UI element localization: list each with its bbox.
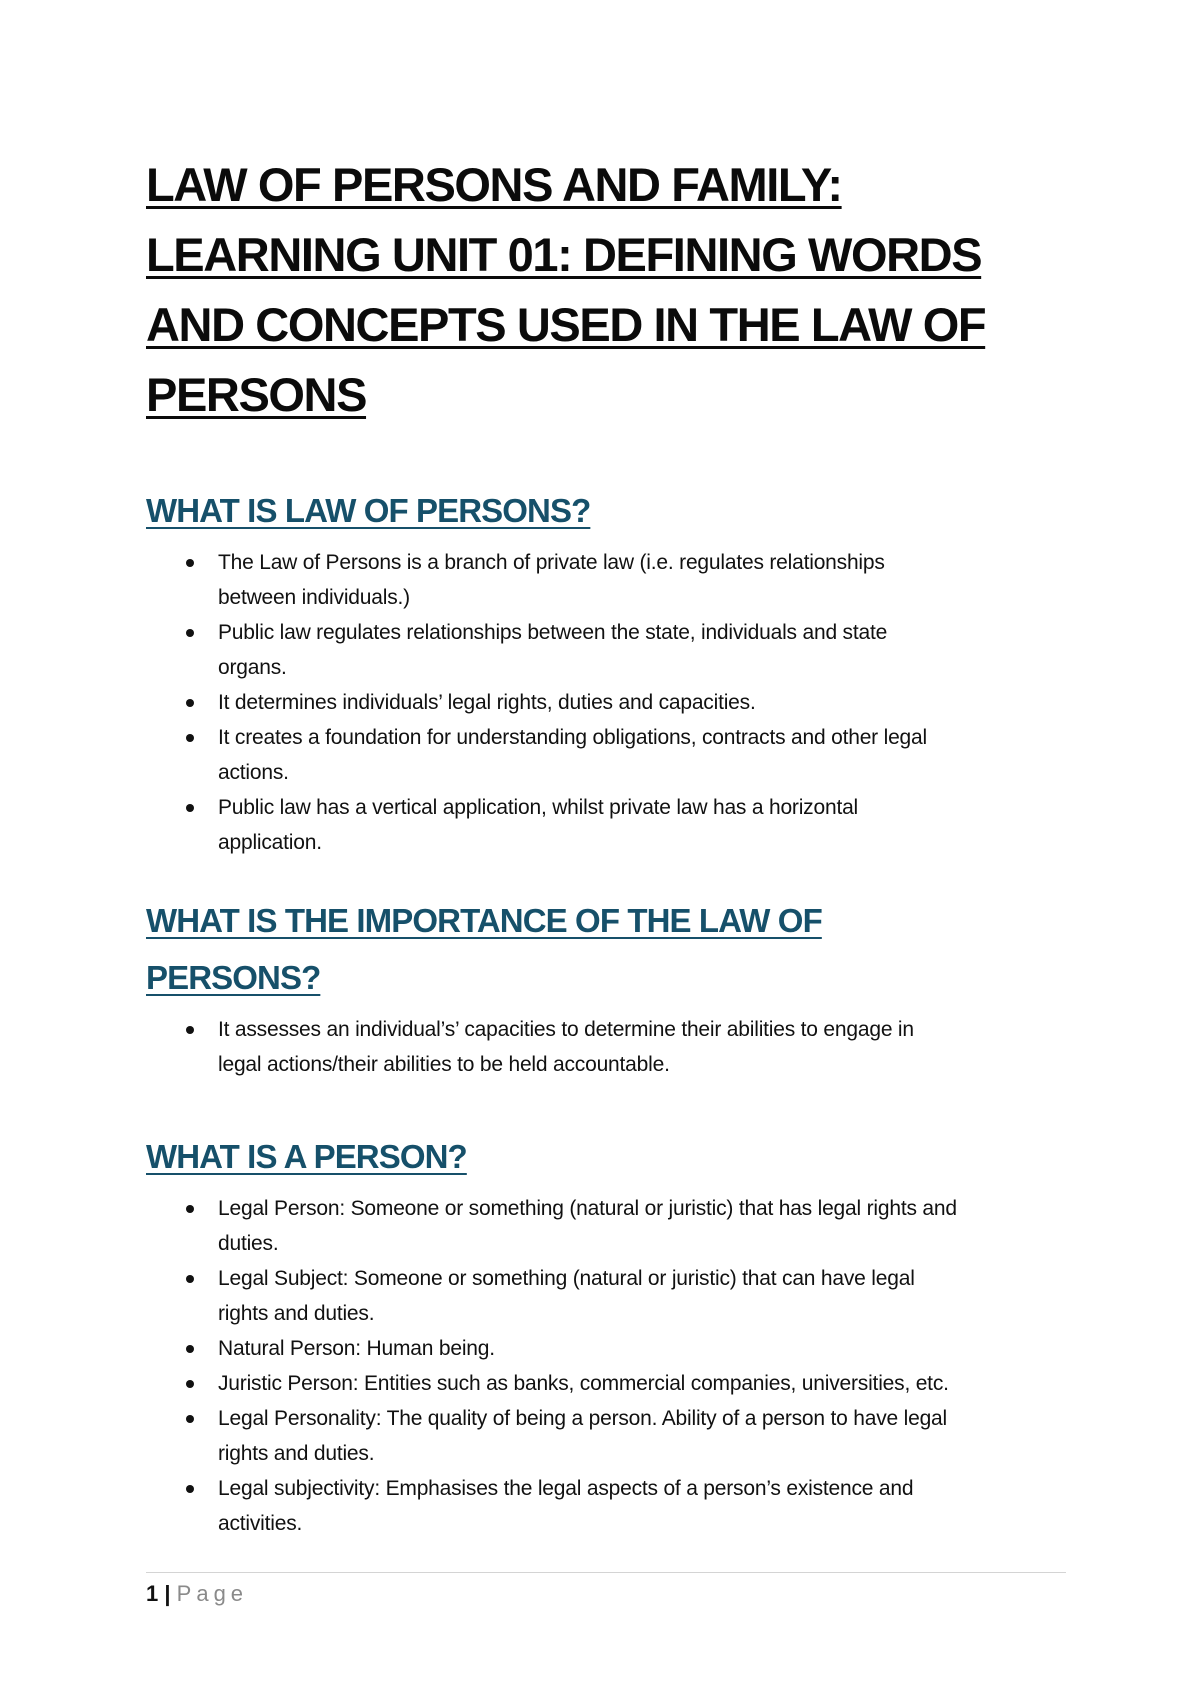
- list-item-text: legal actions/their abilities to be held accountable.: [218, 1053, 670, 1076]
- section-heading-line: WHAT IS THE IMPORTANCE OF THE LAW OF: [146, 902, 822, 939]
- bullet-icon: [186, 734, 194, 742]
- document-title: [146, 150, 1066, 430]
- list-item-text: rights and duties.: [218, 1442, 375, 1465]
- bullet-icon: [186, 699, 194, 707]
- page-label: Page: [176, 1581, 249, 1606]
- list-item-text: Public law regulates relationships between the state, individuals and state: [218, 621, 888, 644]
- list-item-text: actions.: [218, 761, 289, 784]
- list-item-text: between individuals.): [218, 586, 410, 609]
- list-item-text: It creates a foundation for understanding obligations, contracts and other legal: [218, 726, 927, 749]
- list-item: [146, 790, 1066, 860]
- list-item-text: It determines individuals’ legal rights, duties and capacities.: [218, 691, 756, 714]
- list-item: [146, 1261, 1066, 1331]
- bullet-icon: [186, 1205, 194, 1213]
- page-content: [146, 150, 1066, 1541]
- title-line: LAW OF PERSONS AND FAMILY:: [146, 158, 842, 211]
- title-line: AND CONCEPTS USED IN THE LAW OF: [146, 298, 986, 351]
- bullet-icon: [186, 1415, 194, 1423]
- list-item-text: application.: [218, 831, 322, 854]
- list-item: [146, 1191, 1066, 1261]
- section-heading-person: [146, 1128, 1066, 1185]
- bullet-icon: [186, 1026, 194, 1034]
- title-line: LEARNING UNIT 01: DEFINING WORDS: [146, 228, 982, 281]
- bullet-icon: [186, 629, 194, 637]
- list-item: [146, 615, 1066, 685]
- title-line: PERSONS: [146, 368, 367, 421]
- list-item-text: Legal subjectivity: Emphasises the legal aspects of a person’s existence and: [218, 1477, 914, 1500]
- list-item: [146, 1401, 1066, 1471]
- list-item-text: Legal Subject: Someone or something (natural or juristic) that can have legal: [218, 1267, 915, 1290]
- list-item-text: Legal Personality: The quality of being a person. Ability of a person to have legal: [218, 1407, 947, 1430]
- bullet-icon: [186, 1485, 194, 1493]
- bullet-icon: [186, 559, 194, 567]
- section-heading-line: PERSONS?: [146, 959, 321, 996]
- bullet-list-law-of-persons: [146, 545, 1066, 860]
- list-item: [146, 1012, 1066, 1082]
- list-item-text: It assesses an individual’s’ capacities to determine their abilities to engage in: [218, 1018, 914, 1041]
- list-item-text: organs.: [218, 656, 287, 679]
- bullet-icon: [186, 1275, 194, 1283]
- page-footer: [146, 1572, 1066, 1607]
- bullet-icon: [186, 1380, 194, 1388]
- list-item: [146, 1471, 1066, 1541]
- list-item: [146, 545, 1066, 615]
- page-separator: |: [164, 1581, 171, 1606]
- bullet-icon: [186, 804, 194, 812]
- bullet-list-person: [146, 1191, 1066, 1541]
- bullet-list-importance: [146, 1012, 1066, 1082]
- list-item: [146, 685, 1066, 720]
- section-heading-line: WHAT IS LAW OF PERSONS?: [146, 492, 591, 529]
- list-item-text: Juristic Person: Entities such as banks, commercial companies, universities, etc.: [218, 1372, 949, 1395]
- list-item-text: The Law of Persons is a branch of private law (i.e. regulates relationships: [218, 551, 885, 574]
- list-item: [146, 720, 1066, 790]
- section-heading-line: WHAT IS A PERSON?: [146, 1138, 467, 1175]
- list-item-text: activities.: [218, 1512, 303, 1535]
- list-item-text: duties.: [218, 1232, 279, 1255]
- list-item: [146, 1331, 1066, 1366]
- section-heading-law-of-persons: [146, 482, 1066, 539]
- list-item-text: Natural Person: Human being.: [218, 1337, 495, 1360]
- bullet-icon: [186, 1345, 194, 1353]
- section-heading-importance: [146, 892, 1066, 1006]
- list-item-text: rights and duties.: [218, 1302, 375, 1325]
- list-item-text: Public law has a vertical application, whilst private law has a horizontal: [218, 796, 859, 819]
- list-item: [146, 1366, 1066, 1401]
- list-item-text: Legal Person: Someone or something (natural or juristic) that has legal rights and: [218, 1197, 957, 1220]
- page-number: 1: [146, 1581, 159, 1606]
